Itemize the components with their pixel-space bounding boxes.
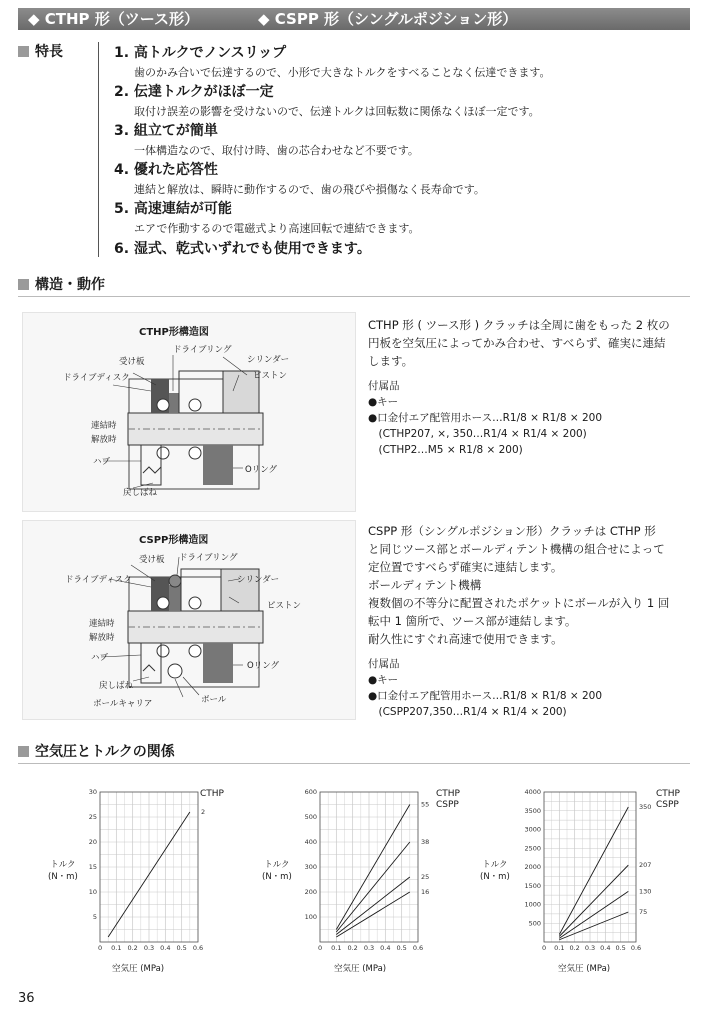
- chart-2-legend: CTHP CSPP: [436, 789, 460, 810]
- section-bullet-icon: [18, 46, 29, 57]
- y-tick-label: 20: [88, 838, 97, 846]
- x-tick-label: 0.3: [143, 944, 155, 952]
- x-tick-label: 0.5: [176, 944, 187, 952]
- cspp-description: CSPP 形（シングルポジション形）クラッチは CTHP 形 と同じツース部とボールディテント機構の組合せによって 定位置ですべらず確実に連結します。 ボールディテント機構 複数個の不等分に配置されたポケットにボールが入り 1 回 転中 1 箇所で、ツース部が連結します。 耐久性にすぐれ高速で使用できます。: [368, 524, 670, 646]
- series-line: [336, 877, 410, 935]
- chart-3-xlabel: 空気圧 (MPa): [558, 964, 611, 974]
- label-ball: ボール: [201, 695, 227, 705]
- feature-desc-2: 取付け誤差の影響を受けないので、伝達トルクは回転数に関係なくほぼ一定です。: [134, 105, 540, 118]
- series-label: 16: [421, 888, 430, 896]
- chart-2-ylabel: トルク (N・m): [262, 860, 292, 882]
- series-label: 130: [639, 887, 652, 896]
- features-divider: [98, 42, 99, 257]
- feature-heading-2: 2. 伝達トルクがほぼ一定: [114, 84, 274, 100]
- chart-1-legend: CTHP: [200, 789, 224, 799]
- y-tick-label: 15: [88, 863, 97, 871]
- y-tick-label: 100: [304, 913, 317, 921]
- x-tick-label: 0.6: [630, 944, 642, 952]
- label-drive-disk: ドライブディスク: [63, 373, 130, 383]
- series-line: [336, 892, 410, 937]
- feature-heading-3: 3. 組立てが簡単: [114, 123, 218, 139]
- cthp-description: CTHP 形 ( ツース形 ) クラッチは全周に歯をもった 2 枚の 円板を空気圧によってかみ合わせ、すべらず、確実に連結 します。: [368, 318, 670, 368]
- structure-title: 構造・動作: [18, 274, 105, 294]
- relation-title: 空気圧とトルクの関係: [18, 741, 175, 761]
- series-line: [559, 807, 628, 935]
- chart-2-xlabel: 空気圧 (MPa): [334, 964, 387, 974]
- feature-heading-4: 4. 優れた応答性: [114, 162, 218, 178]
- chart-3-legend: CTHP CSPP: [656, 789, 680, 810]
- feature-heading-1: 1. 高トルクでノンスリップ: [114, 45, 287, 61]
- feature-desc-3: 一体構造なので、取付け時、歯の芯合わせなど不要です。: [134, 144, 419, 157]
- label-receiver-plate: 受け板: [139, 555, 165, 565]
- x-tick-label: 0: [97, 944, 103, 952]
- series-line: [336, 842, 410, 932]
- label-drive-ring: ドライブリング: [173, 345, 232, 355]
- x-tick-label: 0.6: [412, 944, 424, 952]
- label-cylinder: シリンダー: [237, 575, 280, 585]
- x-tick-label: 0.2: [347, 944, 358, 952]
- series-label: 207: [639, 861, 652, 870]
- label-hub: ハブ: [91, 653, 109, 663]
- label-piston: ピストン: [253, 371, 288, 381]
- series-label: 350: [639, 803, 652, 811]
- features-title: 特長: [18, 41, 63, 61]
- chart-3-ylabel: トルク (N・m): [480, 860, 510, 882]
- x-tick-label: 0: [541, 944, 547, 952]
- chart-1-xlabel: 空気圧 (MPa): [112, 964, 165, 974]
- cspp-accessories: 付属品 ●キー ●口金付エア配管用ホース…R1/8 × R1/8 × 200 (CSPP207,350…R1/4 × R1/4 × 200): [368, 658, 603, 718]
- feature-desc-1: 歯のかみ合いで伝達するので、小形で大きなトルクをすべることなく伝達できます。: [134, 66, 551, 79]
- title-cspp: ◆ CSPP 形（シングルポジション形）: [258, 10, 518, 28]
- series-label: 2: [201, 808, 206, 816]
- label-connected: 連結時: [89, 619, 115, 629]
- page-number: 36: [18, 991, 35, 1006]
- label-drive-disk: ドライブディスク: [65, 575, 132, 585]
- label-drive-ring: ドライブリング: [179, 553, 238, 563]
- cspp-diagram-title: CSPP形構造図: [139, 535, 209, 546]
- label-ball-carrier: ボールキャリア: [93, 699, 153, 709]
- y-tick-label: 500: [304, 813, 317, 821]
- x-tick-label: 0: [317, 944, 323, 952]
- y-tick-label: 25: [88, 813, 97, 821]
- feature-desc-4: 連結と解放は、瞬時に動作するので、歯の飛びや損傷なく長寿命です。: [134, 183, 485, 196]
- label-released: 解放時: [89, 633, 115, 643]
- y-tick-label: 500: [528, 919, 541, 928]
- y-tick-label: 200: [304, 888, 317, 896]
- y-tick-label: 300: [304, 863, 317, 871]
- label-released: 解放時: [91, 435, 117, 445]
- header-banner: [18, 8, 690, 30]
- y-tick-label: 1000: [524, 900, 541, 909]
- feature-desc-5: エアで作動するので電磁式より高速回転で連結できます。: [134, 222, 420, 235]
- y-tick-label: 2000: [524, 863, 541, 871]
- x-tick-label: 0.4: [380, 944, 391, 952]
- x-tick-label: 0.1: [111, 944, 122, 952]
- label-receiver-plate: 受け板: [119, 357, 145, 367]
- y-tick-label: 600: [304, 788, 317, 796]
- torque-chart-1: [88, 788, 206, 952]
- y-tick-label: 10: [88, 888, 97, 896]
- x-tick-label: 0.5: [615, 944, 626, 952]
- x-tick-label: 0.4: [160, 944, 171, 952]
- chart-1-plot: [88, 788, 206, 952]
- x-tick-label: 0.2: [569, 944, 580, 952]
- series-label: 55: [421, 800, 430, 809]
- x-tick-label: 0.3: [584, 944, 596, 952]
- section-divider: [18, 296, 690, 297]
- y-tick-label: 30: [88, 788, 97, 796]
- section-bullet-icon: [18, 279, 29, 290]
- y-tick-label: 1500: [524, 881, 541, 890]
- section-bullet-icon: [18, 746, 29, 757]
- label-return-spring: 戻しばね: [123, 488, 158, 498]
- y-tick-label: 2500: [524, 844, 541, 853]
- torque-chart-3: [524, 788, 652, 952]
- y-tick-label: 4000: [524, 788, 541, 796]
- series-label: 38: [421, 838, 430, 846]
- label-o-ring: Oリング: [247, 661, 280, 671]
- x-tick-label: 0.6: [192, 944, 204, 952]
- label-o-ring: Oリング: [245, 465, 278, 475]
- x-tick-label: 0.1: [554, 944, 565, 952]
- chart-1-ylabel: トルク (N・m): [48, 860, 78, 882]
- feature-heading-6: 6. 湿式、乾式いずれでも使用できます。: [114, 241, 371, 257]
- torque-chart-2: [304, 788, 430, 952]
- series-label: 75: [639, 908, 648, 916]
- cspp-diagram: [22, 520, 356, 720]
- series-label: 25: [421, 873, 430, 881]
- label-connected: 連結時: [91, 421, 117, 431]
- label-hub: ハブ: [93, 457, 111, 467]
- title-cthp: ◆ CTHP 形（ツース形）: [28, 10, 200, 28]
- cthp-accessories: 付属品 ●キー ●口金付エア配管用ホース…R1/8 × R1/8 × 200 (CTHP207, ×, 350…R1/4 × R1/4 × 200) (CTHP2…M5 × R1/8 × 200): [368, 380, 603, 456]
- label-return-spring: 戻しばね: [99, 681, 134, 691]
- x-tick-label: 0.3: [363, 944, 375, 952]
- y-tick-label: 5: [92, 913, 97, 921]
- x-tick-label: 0.4: [600, 944, 611, 952]
- y-tick-label: 3500: [524, 806, 541, 815]
- cthp-diagram: [22, 312, 356, 512]
- y-tick-label: 400: [304, 838, 317, 846]
- x-tick-label: 0.1: [331, 944, 342, 952]
- label-cylinder: シリンダー: [247, 355, 290, 365]
- chart-2-plot: [304, 788, 430, 952]
- x-tick-label: 0.2: [127, 944, 138, 952]
- label-piston: ピストン: [267, 601, 302, 611]
- feature-heading-5: 5. 高速連結が可能: [114, 201, 232, 217]
- x-tick-label: 0.5: [396, 944, 407, 952]
- chart-3-plot: [524, 788, 652, 952]
- section-divider: [18, 763, 690, 764]
- cthp-diagram-title: CTHP形構造図: [139, 327, 209, 338]
- y-tick-label: 3000: [524, 825, 541, 834]
